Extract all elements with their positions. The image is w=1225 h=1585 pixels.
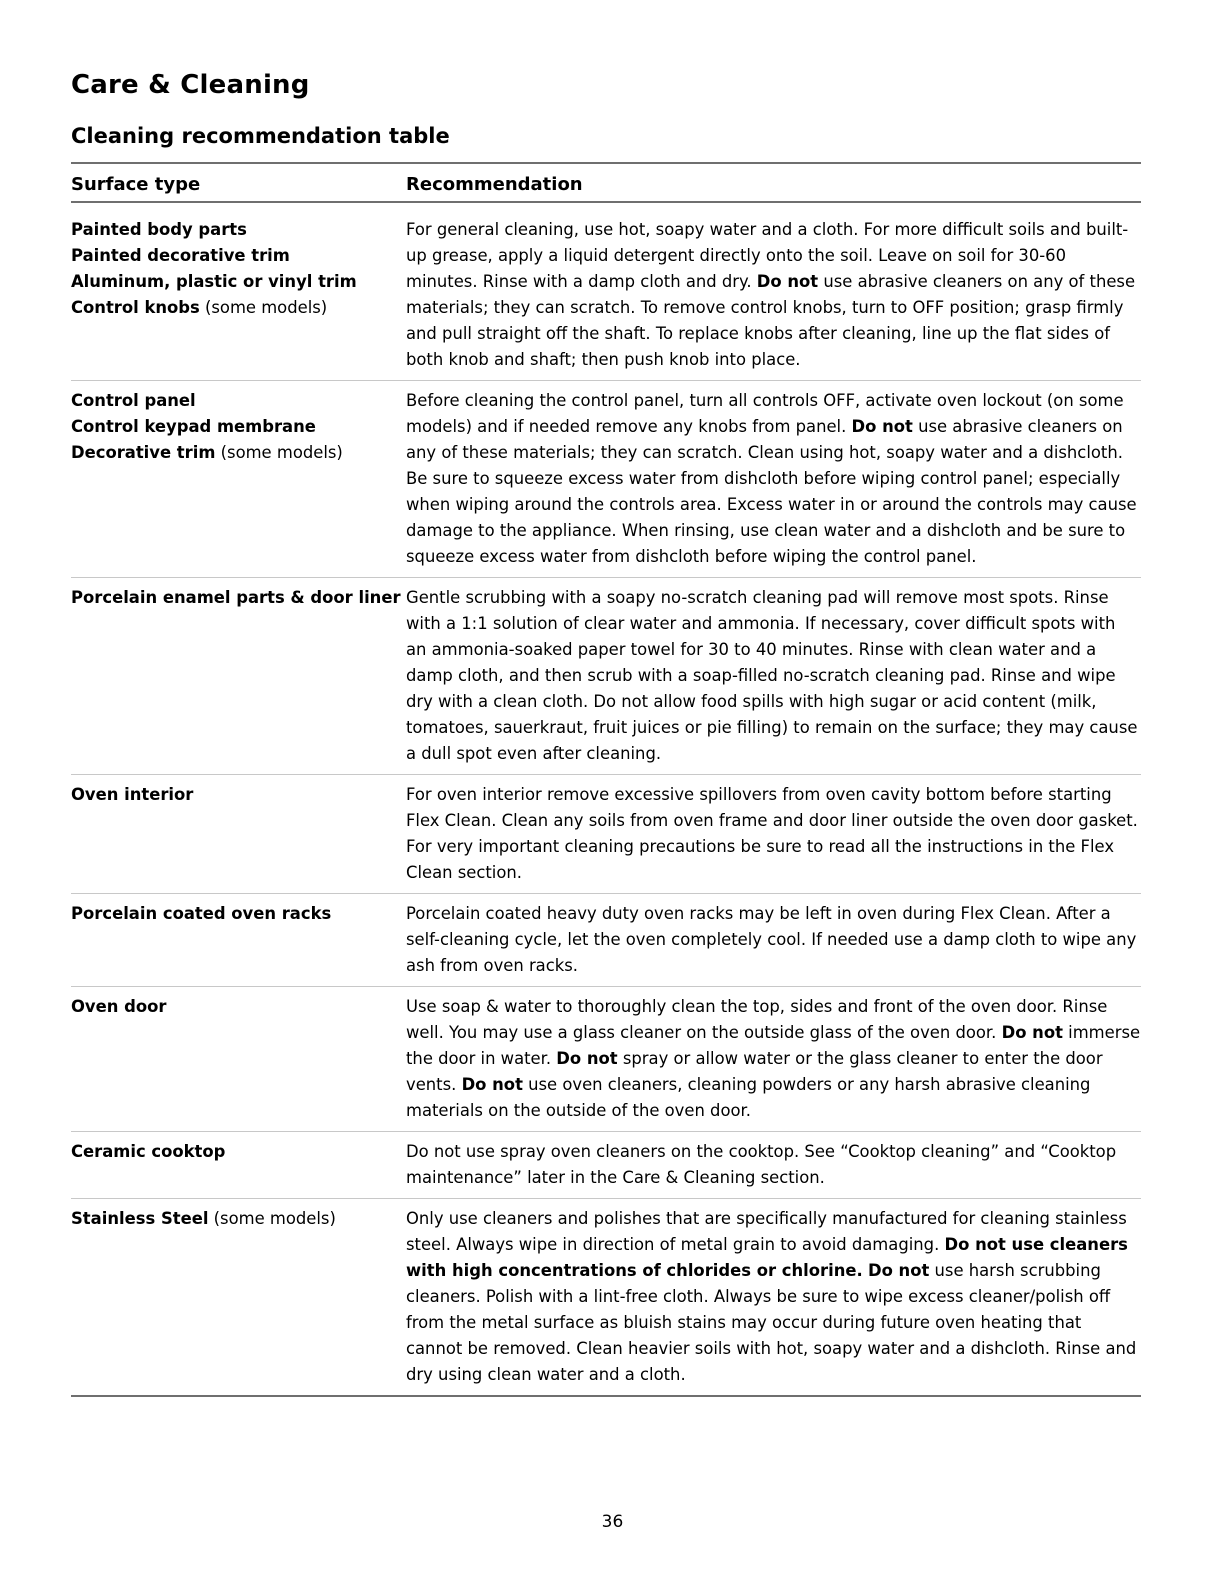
surface-line [71,414,406,440]
surface-name: Control keypad membrane [71,417,316,436]
surface-type-cell [71,381,406,577]
recommendation-text [406,217,1141,373]
recommendation-emphasis: Do not [851,417,913,436]
recommendation-segment: Use soap & water to thoroughly clean the top, sides and front of the oven door. Rinse well. You may use a glass cleaner on the outside glass of the oven door. [406,997,1108,1042]
recommendation-segment: use abrasive cleaners on any of these materials; they can scratch. To remove control knobs, turn to OFF position; grasp firmly and pull straight off the shaft. To replace knobs after cleaning, line up the flat sides of both knob and shaft; then push knob into place. [406,272,1136,369]
surface-type-cell [71,217,406,380]
recommendation-cell [406,217,1141,380]
surface-qualifier: (some models) [208,1209,336,1228]
surface-type-cell [71,1199,406,1395]
surface-name: Control knobs [71,298,200,317]
surface-name: Porcelain coated oven racks [71,904,332,923]
surface-type-cell [71,1132,406,1198]
recommendation-segment: For general cleaning, use hot, soapy water and a cloth. For more difficult soils and built-up grease, apply a liquid detergent directly onto the soil. Leave on soil for 30-60 minutes. Rinse with a damp cloth and dry. [406,220,1129,291]
recommendation-text [406,994,1141,1124]
surface-name: Painted decorative trim [71,246,290,265]
recommendation-cell [406,578,1141,774]
recommendation-segment: use harsh scrubbing cleaners. Polish with a lint-free cloth. Always be sure to wipe excess cleaner/polish off from the metal surface as bluish stains may occur during future oven heating that cannot be removed. Clean heavier soils with hot, soapy water and a dishcloth. Rinse and dry using clean water and a cloth. [406,1261,1137,1384]
recommendation-segment: spray or allow water or the glass cleaner to enter the door vents. [406,1049,1103,1094]
table-body [71,217,1141,1397]
recommendation-text [406,1206,1141,1388]
recommendation-emphasis: Do not [756,272,819,291]
recommendation-segment: use abrasive cleaners on any of these materials; they can scratch. Clean using hot, soapy water and a dishcloth. Be sure to squeeze excess water from dishcloth before wiping control panel; especially when wiping around the controls area. Excess water in or around the controls may cause damage to the appliance. When rinsing, use clean water and a dishcloth and be sure to squeeze excess water from dishcloth before wiping the control panel. [406,417,1137,566]
header-surface-type: Surface type [71,174,201,195]
table-row [71,1199,1141,1397]
cleaning-table [71,162,1141,1397]
recommendation-segment: Do not use spray oven cleaners on the cooktop. See “Cooktop cleaning” and “Cooktop maintenance” later in the Care & Cleaning section. [406,1142,1117,1187]
surface-type-cell [71,987,406,1131]
recommendation-cell [406,381,1141,577]
table-row [71,894,1141,987]
recommendation-segment: Before cleaning the control panel, turn all controls OFF, activate oven lockout (on some models) and if needed remove any knobs from panel. [406,391,1124,436]
section-title: Cleaning recommendation table [71,124,450,148]
surface-line [71,295,406,321]
surface-name: Oven interior [71,785,194,804]
page-number: 36 [601,1512,624,1532]
surface-name: Ceramic cooktop [71,1142,226,1161]
surface-name: Porcelain enamel parts & door liner [71,588,401,607]
recommendation-emphasis: Do not [1001,1023,1063,1042]
table-row [71,987,1141,1132]
table-row [71,775,1141,894]
recommendation-text [406,1139,1141,1191]
page-title: Care & Cleaning [71,70,310,100]
recommendation-cell [406,775,1141,893]
surface-line [71,269,406,295]
surface-name: Oven door [71,997,167,1016]
surface-name: Stainless Steel [71,1209,209,1228]
recommendation-text [406,585,1141,767]
surface-name: Painted body parts [71,220,247,239]
surface-line [71,217,406,243]
recommendation-cell [406,987,1141,1131]
surface-line [71,440,406,466]
surface-line [71,901,406,927]
recommendation-segment: Gentle scrubbing with a soapy no-scratch cleaning pad will remove most spots. Rinse with a 1:1 solution of clear water and ammonia. If necessary, cover difficult spots with an ammonia-soaked paper towel for 30 to 40 minutes. Rinse with clean water and a damp cloth, and then scrub with a soap-filled no-scratch cleaning pad. Rinse and wipe dry with a clean cloth. Do not allow food spills with high sugar or acid content (milk, tomatoes, sauerkraut, fruit juices or pie filling) to remain on the surface; they may cause a dull spot even after cleaning. [406,588,1138,763]
table-row [71,1132,1141,1199]
surface-line [71,994,406,1020]
table-row [71,381,1141,578]
recommendation-text [406,901,1141,979]
recommendation-cell [406,1132,1141,1198]
recommendation-emphasis: Do not [461,1075,523,1094]
surface-line [71,1139,406,1165]
table-row [71,578,1141,775]
recommendation-emphasis: Do not use cleaners with high concentrations of chlorides or chlorine. [406,1235,1128,1280]
surface-type-cell [71,578,406,774]
surface-qualifier: (some models) [199,298,328,317]
header-recommendation: Recommendation [406,174,583,195]
recommendation-segment: Only use cleaners and polishes that are specifically manufactured for cleaning stainless steel. Always wipe in direction of metal grain to avoid damaging. [406,1209,1127,1254]
surface-type-cell [71,894,406,986]
recommendation-segment: immerse the door in water. [406,1023,1141,1068]
surface-line [71,388,406,414]
recommendation-segment: Porcelain coated heavy duty oven racks may be left in oven during Flex Clean. After a self-cleaning cycle, let the oven completely cool. If needed use a damp cloth to wipe any ash from oven racks. [406,904,1137,975]
surface-line [71,782,406,808]
surface-type-cell [71,775,406,893]
recommendation-segment: use oven cleaners, cleaning powders or any harsh abrasive cleaning materials on the outside of the oven door. [406,1075,1091,1120]
surface-name: Aluminum, plastic or vinyl trim [71,272,357,291]
recommendation-cell [406,894,1141,986]
surface-line [71,1206,406,1232]
recommendation-emphasis: Do not [556,1049,618,1068]
recommendation-text [406,782,1141,886]
surface-name: Decorative trim [71,443,216,462]
surface-line [71,243,406,269]
table-header [71,162,1141,203]
table-row [71,217,1141,381]
recommendation-text [406,388,1141,570]
surface-line [71,585,406,611]
recommendation-segment: For oven interior remove excessive spillovers from oven cavity bottom before starting Flex Clean. Clean any soils from oven frame and door liner outside the oven door gasket. For very important cleaning precautions be sure to read all the instructions in the Flex Clean section. [406,785,1138,882]
surface-name: Control panel [71,391,196,410]
recommendation-cell [406,1199,1141,1395]
recommendation-emphasis: Do not [867,1261,930,1280]
surface-qualifier: (some models) [215,443,343,462]
